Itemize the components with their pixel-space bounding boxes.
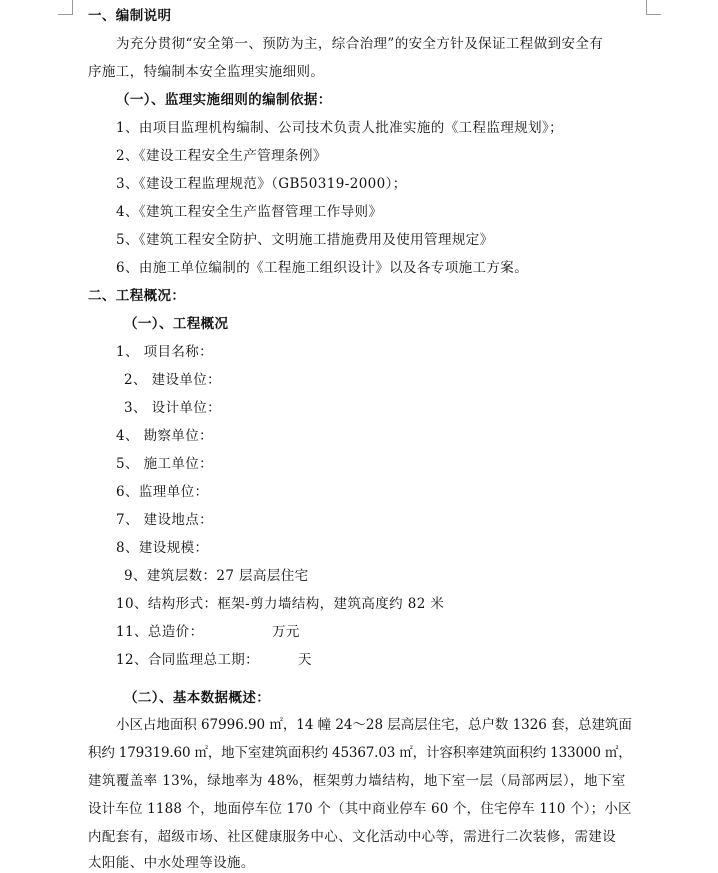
overview-item: 9、建筑层数：27 层高层住宅 — [124, 568, 309, 584]
overview-item: 5、 施工单位： — [116, 456, 214, 472]
basic-data-line: 设计车位 1188 个，地面停车位 170 个（其中商业停车 60 个，住宅停车 110 个）；小区 — [88, 801, 632, 817]
section-1-paragraph-line-2: 序施工，特编制本安全监理实施细则。 — [88, 64, 325, 80]
basis-item: 5、《建筑工程安全防护、文明施工措施费用及使用管理规定》 — [116, 232, 494, 248]
basis-item: 1、由项目监理机构编制、公司技术负责人批准实施的《工程监理规划》； — [116, 120, 564, 136]
basis-item: 2、《建设工程安全生产管理条例》 — [116, 148, 327, 164]
section-1-heading: 一、编制说明 — [88, 8, 172, 24]
basis-item: 3、《建设工程监理规范》（GB50319-2000）； — [116, 176, 407, 192]
overview-item-cost-unit: 万元 — [272, 624, 300, 640]
basic-data-line: 建筑覆盖率 13%，绿地率为 48%，框架剪力墙结构，地下室一层（局部两层），地下室 — [88, 773, 626, 789]
overview-item: 4、 勘察单位： — [116, 428, 214, 444]
overview-item: 8、建设规模： — [116, 540, 209, 556]
section-2-subheading-overview: （一）、工程概况 — [124, 316, 229, 332]
page-corner-mark-top-left — [58, 0, 73, 15]
section-2-heading: 二、工程概况： — [88, 288, 186, 304]
section-2-subheading-basic-data: （二）、基本数据概述： — [124, 690, 271, 706]
section-1-paragraph-line-1: 为充分贯彻“安全第一、预防为主，综合治理”的安全方针及保证工程做到安全有 — [116, 36, 604, 52]
basic-data-line: 内配套有，超级市场、社区健康服务中心、文化活动中心等，需进行二次装修，需建设 — [88, 829, 617, 845]
overview-item: 2、 建设单位： — [124, 372, 222, 388]
page-corner-mark-top-right — [646, 0, 661, 15]
overview-item-duration-label: 12、合同监理总工期： — [116, 652, 260, 668]
section-1-subheading-basis: （一）、监理实施细则的编制依据： — [116, 92, 332, 108]
basis-item: 4、《建筑工程安全生产监督管理工作导则》 — [116, 204, 383, 220]
basic-data-line: 小区占地面积 67996.90 ㎡，14 幢 24～28 层高层住宅，总户数 1326 套，总建筑面 — [116, 717, 632, 733]
basic-data-line: 太阳能、中水处理等设施。 — [88, 855, 255, 871]
overview-item: 3、 设计单位： — [124, 400, 222, 416]
basis-item: 6、由施工单位编制的《工程施工组织设计》以及各专项施工方案。 — [116, 260, 529, 276]
overview-item: 1、 项目名称： — [116, 344, 214, 360]
overview-item: 6、监理单位： — [116, 484, 209, 500]
overview-item: 7、 建设地点： — [116, 512, 214, 528]
basic-data-line: 积约 179319.60 ㎡，地下室建筑面积约 45367.03 ㎡，计容积率建筑面积约 133000 ㎡， — [88, 745, 632, 761]
overview-item-duration-unit: 天 — [298, 652, 312, 668]
overview-item-cost-label: 11、总造价： — [116, 624, 204, 640]
overview-item: 10、结构形式：框架-剪力墙结构，建筑高度约 82 米 — [116, 596, 445, 612]
